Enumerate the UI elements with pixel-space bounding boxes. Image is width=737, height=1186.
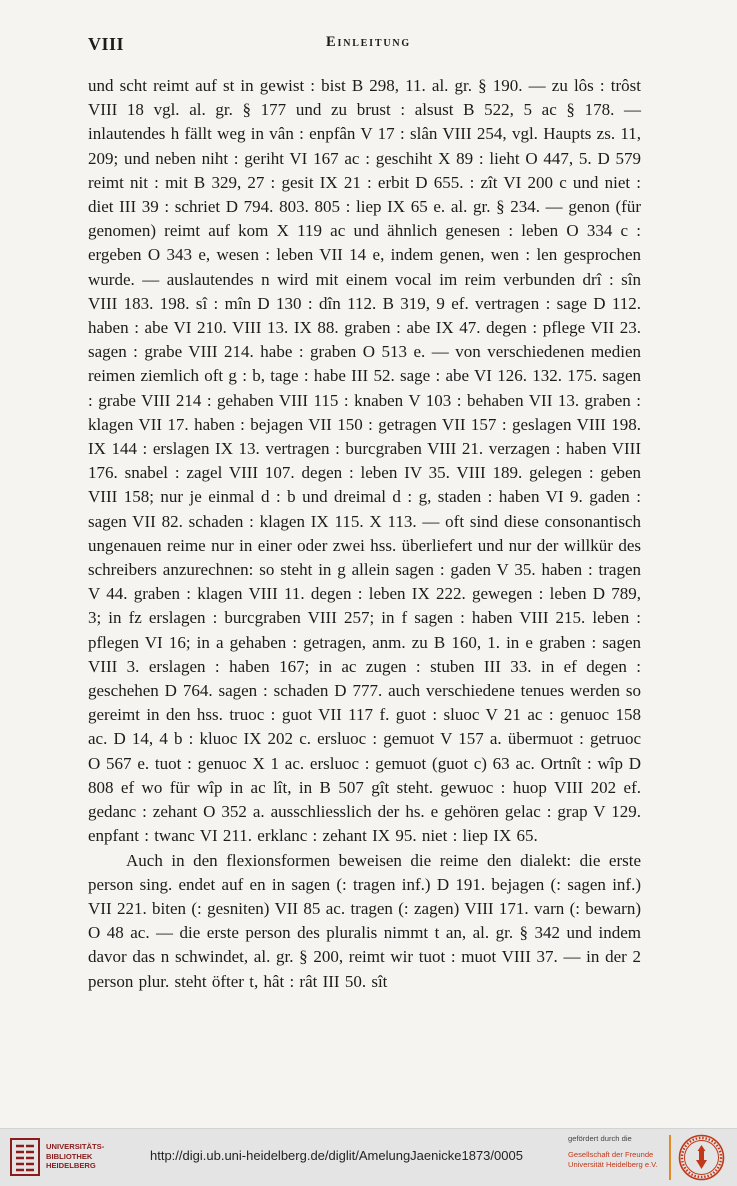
paragraph-continued: und scht reimt auf st in gewist : bist B 298, 11. al. gr. § 190. — zu lôs : trôst VIII 18 vgl. al. gr. § 177 und zu brust : alsust B 522, 5 ac § 178. — inlautendes h fällt weg in vân : enpfân V 17 : slân VIII 254, vgl. Haupts zs. 11, 209; und neben niht : geriht VI 167 ac : geschiht X 89 : lieht O 447, 5. D 579 reimt nit : mit B 329, 27 : gesit IX 21 : erbit D 655. : zît VI 200 c und niet : diet III 39 : schriet D 794. 803. 805 : liep IX 65 e. al. gr. § 234. — genon (für genomen) reimt auf kom X 119 ac und ähnlich genesen : leben O 334 c : ergeben O 343 e, wesen : leben VII 14 e, indem genen, wen : len gesprochen wurde. — auslautendes n wird mit einem vocal im reim verbunden drî : sîn VIII 183. 198. sî : mîn D 130 : dîn 112. B 319, 9 ef. vertragen : sage D 112. haben : abe VI 210. VIII 13. IX 88. graben : abe IX 47. degen : pflege VII 23. sagen : grabe VIII 214. habe : graben O 513 e. — von verschiedenen medien reimen ziemlich oft g : b, tage : habe III 52. sage : abe VI 126. 132. 175. sagen : grabe VIII 214 : gehaben VIII 115 : knaben V 103 : behaben VII 13. graben : klagen VII 17. haben : bejagen VII 150 : getragen VII 157 : geslagen VIII 198. IX 144 : erslagen IX 13. vertragen : burcgraben VIII 21. verzagen : haben VIII 176. snabel : zagel VIII 107. degen : leben IV 35. VIII 189. gelegen : geben VIII 158; nur je einmal d : b und dreimal d : g, staden : haben VI 9. gaden : sagen VII 82. schaden : klagen IX 115. X 113. — oft sind diese consonantisch ungenauen reime nur in einer oder zwei hss. überliefert und nur der willkür des schreibers anzurechnen: so steht in g allein sagen : gaden V 35. haben : tragen V 44. graben : klagen VIII 11. degen : leben IX 222. gewegen : leben D 789, 3; in fz erslagen : burcgraben VIII 257; in f sagen : haben VIII 215. leben : pflegen VI 16; in a gehaben : getragen, anm. zu B 160, 1. in e graben : sagen VIII 3. erslagen : haben 167; in ac zugen : stuben III 33. in ef degen : geschehen D 764. sagen : schaden D 777. auch verschiedene tenues werden so gereimt in den hss. truoc : guot VII 117 f. guot : sluoc V 21 ac : genuoc 158 ac. D 14, 4 b : kluoc IX 202 c. ersluoc : gemuot V 157 a. übermuot : getruoc O 567 e. tuot : genuoc X 1 ac. ersluoc : gemuot (guot c) 63 ac. Ortnît : wîp D 808 ef wo für wîp in ac lît, in B 507 gît steht. gewuoc : huop VIII 202 ef. gedanc : zehant O 352 a. ausschliesslich der hs. e gehören gelac : grap V 129. enpfant : twanc VI 211. erklanc : zehant IX 95. niet : liep IX 65. [88,76,641,846]
digital-library-footer [0,1128,737,1186]
paragraph-flexion: Auch in den flexionsformen beweisen die reime den dialekt: die erste person sing. endet auf en in sagen (: tragen inf.) D 191. bejagen (: sagen inf.) VII 221. biten (: gesniten) VII 85 ac. tragen (: zagen) VIII 171. varn (: bewarn) O 48 ac. — die erste person des pluralis nimmt t an, al. gr. § 342 und indem davor das n schwindet, al. gr. § 200, reimt wir tuot : muot VIII 37. — in der 2 person plur. steht öfter t, hât : rât III 50. sît [88,850,641,991]
library-name[interactable] [46,1142,136,1171]
sponsor-name [568,1150,676,1169]
university-library-logo-icon[interactable] [10,1138,40,1176]
sponsor-block [568,1134,676,1169]
library-name-line: UNIVERSITÄTS- [46,1142,105,1151]
library-name-line: BIBLIOTHEK [46,1151,93,1161]
digitized-page-link[interactable]: http://digi.ub.uni-heidelberg.de/diglit/AmelungJaenicke1873/0005 [150,1148,523,1163]
running-head [88,34,649,56]
library-name-line: HEIDELBERG [46,1161,96,1171]
page-number: VIII [88,34,125,54]
sponsor-name-line: Universität Heidelberg e.V. [568,1159,658,1169]
sponsor-divider [669,1135,671,1180]
sponsor-name-line: Gesellschaft der Freunde [568,1150,654,1159]
text-body [88,74,641,994]
university-seal-icon[interactable] [678,1134,725,1181]
running-title: Einleitung [326,34,411,50]
sponsor-label: gefördert durch die [568,1134,632,1143]
